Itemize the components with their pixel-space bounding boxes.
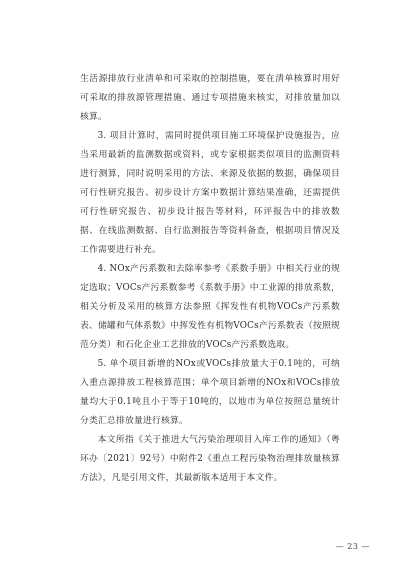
paragraph-5: 本文所指《关于推进大气污染治理项目入库工作的通知》（粤环办〔2021〕92号）中附件2《重点工程污染物治理排放量核算方法》，凡是引用文件，其最新版本适用于本文件。	[80, 435, 340, 483]
document-body	[80, 70, 340, 488]
page-number: — 23 —	[335, 542, 370, 551]
paragraph-4: 5. 单个项目新增的NOx或VOCs排放量大于0.1吨的，可纳入重点源排放工程核算范围；单个项目新增的NOx和VOCs排放量均大于0.1吨且小于等于10吨的，以地市为单位按照总量统计分类汇总排放量进行核算。	[80, 359, 340, 426]
paragraph-2: 3. 项目计算时，需同时提供项目施工环境保护设施报告，应当采用最新的监测数据或资料，或专家根据类似项目的监测资料进行测算，同时说明采用的方法、来源及依据的数据，确保项目可行性研究报告、初步设计方案中数据计算结果准确，还需提供可行性研究报告、初步设计报告等材料，环评报告中的排放数据、在线监测数据、自行监测报告等资料备查，根据项目情况及工作需要进行补充。	[80, 131, 340, 255]
paragraph-3: 4. NOx产污系数和去除率参考《系数手册》中相关行业的规定选取；VOCs产污系数参考《系数手册》中工业源的排放系数，相关分析及采用的核算方法参照《挥发性有机物VOCs产污系数表、储罐和气体系数》中挥发性有机物VOCs产污系数表（按照规范分类）和石化企业工艺排放的VOCs产污系数选取。	[80, 264, 340, 350]
paragraph-1: 生活源排放行业清单和可采取的控制措施，要在清单核算时用好可采取的排放源管理措施、通过专项措施来核实，对排放量加以核算。	[80, 74, 340, 122]
